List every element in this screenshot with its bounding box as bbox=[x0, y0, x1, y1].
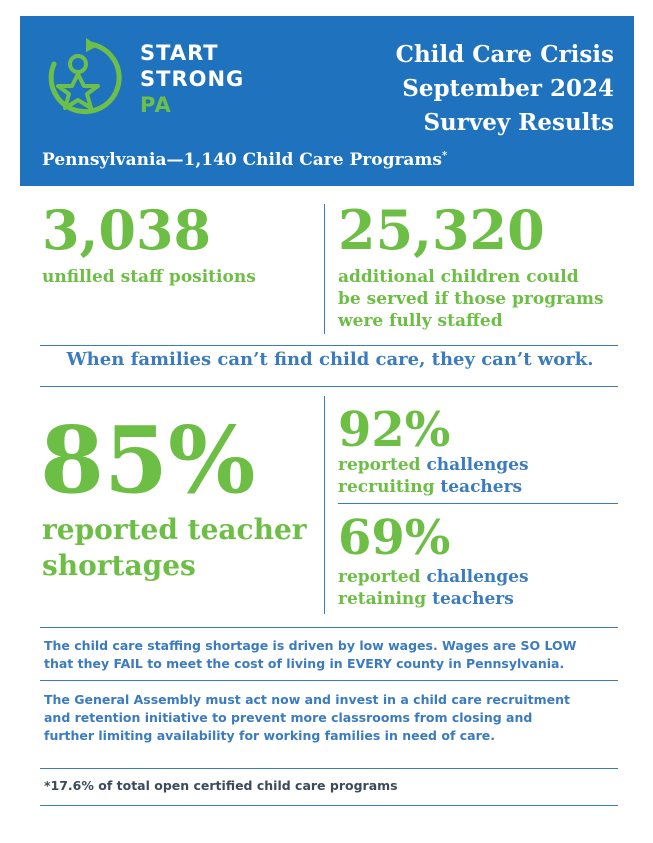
divider-banner-bottom bbox=[40, 386, 618, 387]
wages-line-2: that they FAIL to meet the cost of living in EVERY county in Pennsylvania. bbox=[44, 656, 565, 671]
header-subtitle bbox=[42, 150, 447, 170]
recruiting-word-reported: reported bbox=[338, 455, 421, 475]
teacher-shortage-label bbox=[42, 512, 307, 584]
footnote: *17.6% of total open certified child care programs bbox=[44, 778, 398, 793]
teacher-shortage-percent: 85% bbox=[40, 406, 256, 514]
title-line-1: Child Care Crisis bbox=[395, 41, 614, 68]
divider-para-top bbox=[40, 627, 618, 628]
retaining-word-retaining: retaining bbox=[338, 589, 427, 609]
children-served-line-3: were fully staffed bbox=[338, 311, 503, 331]
recruiting-label bbox=[338, 454, 529, 498]
recruiting-word-teachers: teachers bbox=[440, 477, 523, 497]
recruiting-percent: 92% bbox=[338, 402, 451, 458]
wages-line-1: The child care staffing shortage is driven by low wages. Wages are SO LOW bbox=[44, 638, 577, 653]
retaining-word-reported: reported bbox=[338, 567, 421, 587]
divider-footnote-bottom bbox=[40, 805, 618, 806]
wages-paragraph bbox=[44, 637, 619, 673]
divider-mid bbox=[324, 396, 325, 614]
unfilled-positions-label: unfilled staff positions bbox=[42, 267, 256, 287]
retaining-word-teachers: teachers bbox=[432, 589, 514, 609]
title-line-3: Survey Results bbox=[423, 109, 614, 136]
children-served-label bbox=[338, 266, 604, 332]
assembly-paragraph bbox=[44, 691, 619, 745]
children-served-number: 25,320 bbox=[338, 198, 545, 262]
families-banner: When families can’t find child care, they can’t work. bbox=[66, 349, 594, 370]
divider-footnote-top bbox=[40, 768, 618, 769]
title-line-2: September 2024 bbox=[402, 75, 614, 102]
recruiting-word-recruiting: recruiting bbox=[338, 477, 435, 497]
recruiting-word-challenges: challenges bbox=[426, 455, 529, 475]
divider-banner-top bbox=[40, 345, 618, 346]
divider-mid-right bbox=[338, 503, 618, 504]
retaining-percent: 69% bbox=[338, 510, 451, 566]
retaining-label bbox=[338, 566, 529, 610]
star-person-circle-icon bbox=[42, 34, 122, 122]
subtitle-footnote-mark: * bbox=[442, 150, 448, 162]
logo-line-pa: PA bbox=[140, 93, 172, 117]
children-served-line-1: additional children could bbox=[338, 267, 579, 287]
divider-para-middle bbox=[40, 680, 618, 681]
page-title bbox=[396, 38, 614, 140]
divider-top bbox=[324, 204, 325, 334]
teacher-shortage-line-1: reported teacher bbox=[42, 513, 307, 546]
assembly-line-2: and retention initiative to prevent more classrooms from closing and bbox=[44, 710, 533, 725]
logo-line-strong: STRONG bbox=[140, 67, 245, 91]
subtitle-text: Pennsylvania—1,140 Child Care Programs bbox=[42, 150, 442, 170]
retaining-word-challenges: challenges bbox=[426, 567, 529, 587]
teacher-shortage-line-2: shortages bbox=[42, 549, 196, 582]
logo-line-start: START bbox=[140, 41, 219, 65]
assembly-line-3: further limiting availability for working families in need of care. bbox=[44, 728, 495, 743]
logo-text bbox=[140, 40, 244, 118]
children-served-line-2: be served if those programs bbox=[338, 289, 604, 309]
assembly-line-1: The General Assembly must act now and invest in a child care recruitment bbox=[44, 692, 570, 707]
unfilled-positions-number: 3,038 bbox=[42, 198, 212, 262]
header-banner bbox=[20, 16, 634, 186]
